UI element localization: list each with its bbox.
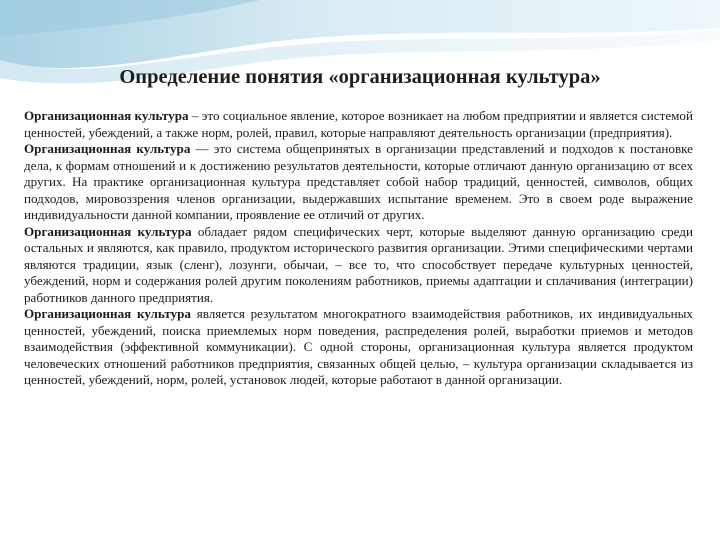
paragraph-1 xyxy=(24,108,693,141)
paragraph-4 xyxy=(24,306,693,389)
term-label: Организационная культура xyxy=(24,223,192,239)
slide-title: Определение понятия «организационная культура» xyxy=(119,66,601,88)
paragraph-text: является результатом многократного взаимодействия работников, их индивидуальных ценностей, убеждений, поиска приемлемых норм поведения, распределения ролей, выработки приемов и методов взаимодействия (эффективной коммуникации). С одной стороны, организационная культура является продуктом человеческих отношений работников предприятия, связанных общей целью, – культура организации складывается из ценностей, убеждений, норм, ролей, установок людей, которые работают в данной организации. xyxy=(24,306,693,387)
definition-body xyxy=(24,108,693,389)
term-label: Организационная культура xyxy=(24,141,191,156)
paragraph-text: – это социальное явление, которое возникает на любом предприятии и является системой ценностей, убеждений, а также норм, ролей, правил, которые направляют деятельность организации (предприятия). xyxy=(24,108,693,140)
paragraph-text: — это система общепринятых в организации представлений и подходов к постановке дела, к формам отношений и к достижению результатов деятельности, которые отличают данную организацию от всех других. На практике организационная культура представляет собой набор традиций, ценностей, символов, общих подходов, мировоззрения членов организации, выдержавших испытание временем. Это в своем роде выражение индивидуальности данной компании, проявление ее отличий от других. xyxy=(24,141,693,222)
term-label: Организационная культура xyxy=(24,306,191,321)
paragraph-2 xyxy=(24,141,693,224)
term-label: Организационная культура xyxy=(24,108,189,123)
paragraph-3 xyxy=(24,224,693,307)
paragraph-text: обладает рядом специфических черт, которые выделяют данную организацию среди остальных и являются, как правило, продуктом исторического развития организации. Этими специфическими чертами являются традиции, язык (сленг), лозунги, обычаи, – все то, что способствует передаче культурных ценностей, убеждений, норм и содержания ролей другим поколениям работников, приемы адаптации и сплачивания (интеграции) работников данного предприятия. xyxy=(24,223,693,305)
header-swoosh-decoration xyxy=(0,0,720,110)
